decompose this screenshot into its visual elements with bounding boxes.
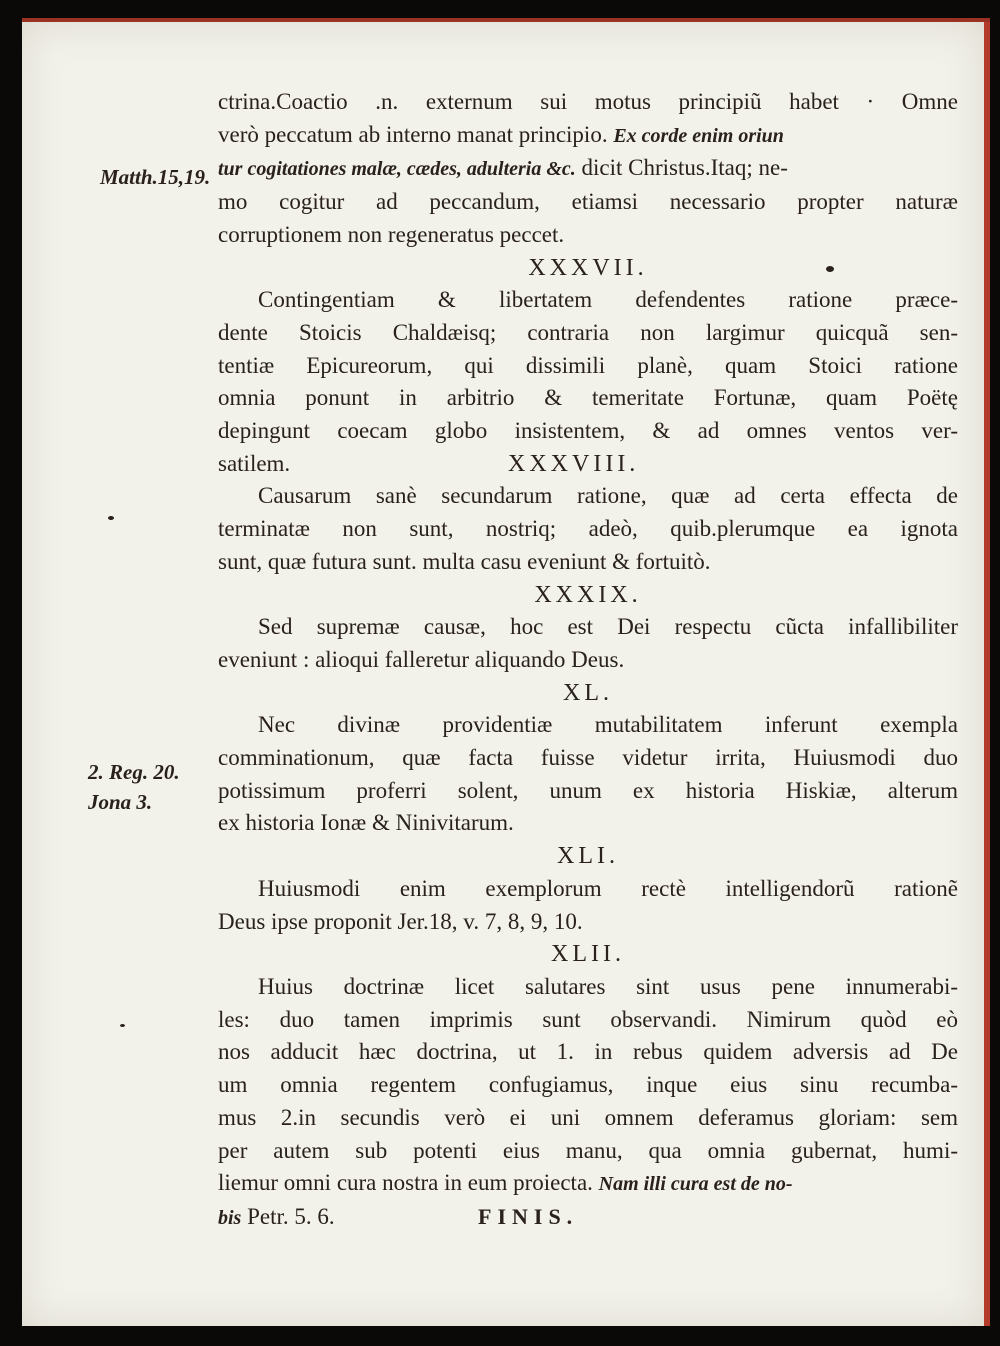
section-heading: XXXVIII. bbox=[508, 450, 640, 477]
text-line: comminationum, quæ facta fuisse videtur irrita, Huiusmodi duo bbox=[218, 745, 958, 771]
text-line: satilem. XXXVIII. bbox=[218, 448, 958, 481]
text-line: mo cogitur ad peccandum, etiamsi necessario propter naturæ bbox=[218, 189, 958, 215]
text-line: dente Stoicis Chaldæisq; contraria non largimur quicquã sen- bbox=[218, 319, 958, 345]
text-line: Causarum sanè secundarum ratione, quæ ad certa effecta de bbox=[258, 483, 958, 509]
section-heading: XXXIX. bbox=[534, 581, 642, 608]
section-heading: XL. bbox=[563, 679, 613, 706]
section-heading: XLII. bbox=[551, 941, 625, 968]
text-line: nos adducit hæc doctrina, ut 1. in rebus quidem adversis ad De bbox=[218, 1039, 958, 1065]
text-line: verò peccatum ab interno manat principio. Ex corde enim oriun bbox=[218, 121, 784, 147]
text-line: corruptionem non regeneratus peccet. bbox=[218, 221, 565, 247]
section-heading: XXXVII. bbox=[528, 254, 648, 281]
text-line: ctrina.Coactio .n. externum sui motus principiũ habet · Omne bbox=[218, 89, 958, 114]
italic-quote: Ex corde enim oriun bbox=[613, 124, 784, 147]
ink-speck bbox=[108, 516, 114, 520]
text-line: omnia ponunt in arbitrio & temeritate Fortunæ, quam Poëtę bbox=[218, 385, 958, 411]
text-line: liemur omni cura nostra in eum proiecta. Nam illi cura est de no- bbox=[218, 1170, 793, 1196]
text-line: eveniunt : alioqui falleretur aliquando Deus. bbox=[218, 646, 625, 672]
text-line: sunt, quæ futura sunt. multa casu eveniunt & fortuitò. bbox=[218, 548, 711, 574]
text-line: Nec divinæ providentiæ mutabilitatem inferunt exempla bbox=[258, 712, 958, 738]
text-line: bis Petr. 5. 6. FINIS. bbox=[218, 1201, 958, 1235]
text-line: mus 2.in secundis verò ei uni omnem deferamus gloriam: sem bbox=[218, 1104, 958, 1130]
text-line: terminatæ non sunt, nostriq; adeò, quib.plerumque ea ignota bbox=[218, 516, 958, 542]
text-line: depingunt coecam globo insistentem, & ad omnes ventos ver- bbox=[218, 418, 958, 444]
text-line: tur cogitationes malæ, cædes, adulteria &c. dicit Christus.Itaq; ne- bbox=[218, 155, 788, 181]
text-line: potissimum proferri solent, unum ex historia Hiskiæ, alterum bbox=[218, 777, 958, 803]
text-line: Deus ipse proponit Jer.18, v. 7, 8, 9, 10. bbox=[218, 908, 583, 934]
italic-quote: tur cogitationes malæ, cædes, adulteria &c. bbox=[218, 158, 576, 181]
finis-mark: FINIS. bbox=[478, 1203, 579, 1229]
text-line: ex historia Ionæ & Ninivitarum. bbox=[218, 810, 514, 836]
text-line: Huiusmodi enim exemplorum rectè intelligendorũ rationẽ bbox=[258, 875, 958, 901]
text-line: les: duo tamen imprimis sunt observandi. Nimirum quòd eò bbox=[218, 1006, 958, 1032]
italic-quote: Nam illi cura est de no- bbox=[598, 1173, 793, 1196]
ink-speck bbox=[120, 1024, 125, 1027]
text-line: Contingentiam & libertatem defendentes ratione præce- bbox=[258, 287, 958, 313]
section-heading: XLI. bbox=[557, 843, 619, 870]
italic-quote: bis bbox=[218, 1206, 242, 1229]
text-line: um omnia regentem confugiamus, inque eius sinu recumba- bbox=[218, 1072, 958, 1098]
margin-note-kings: 2. Reg. 20. bbox=[88, 760, 180, 784]
text-line: tentiæ Epicureorum, qui dissimili planè, quam Stoici ratione bbox=[218, 352, 958, 378]
page-edge-right bbox=[984, 22, 990, 1326]
margin-note-matthew: Matth.15,19. bbox=[100, 165, 211, 189]
text-line: Huius doctrinæ licet salutares sint usus pene innumerabi- bbox=[258, 973, 958, 999]
body-text bbox=[218, 86, 958, 1235]
text-line: per autem sub potenti eius manu, qua omnia gubernat, humi- bbox=[218, 1137, 958, 1163]
margin-note-jonah: Jona 3. bbox=[88, 790, 153, 814]
text-line: Sed supremæ causæ, hoc est Dei respectu cũcta infallibiliter bbox=[258, 614, 958, 640]
